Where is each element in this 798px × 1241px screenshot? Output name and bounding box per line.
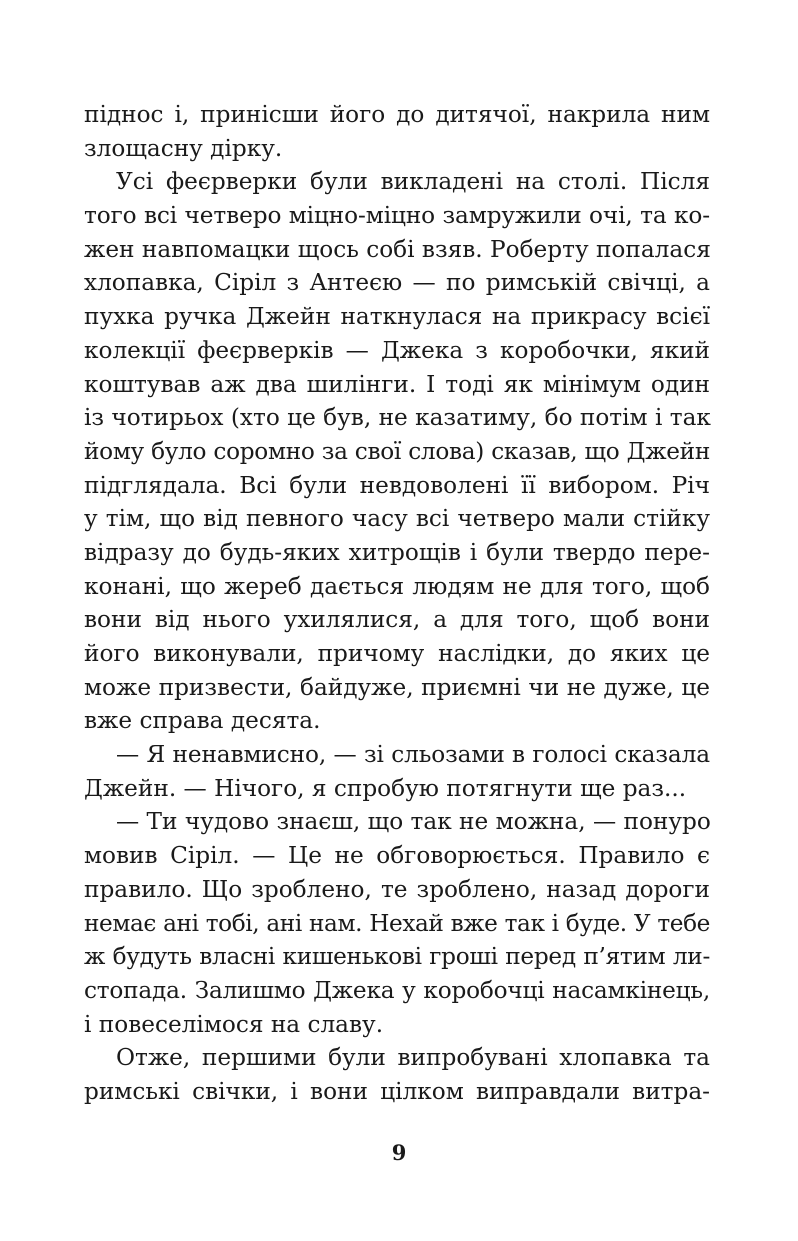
text-line: хлопавка, Сіріл з Антеєю — по римській свічці, а <box>84 269 710 297</box>
text-line: ж будуть власні кишенькові гроші перед п’ятим ли- <box>84 943 710 971</box>
text-line: правило. Що зроблено, те зроблено, назад дороги <box>84 875 710 903</box>
text-line: — Я ненавмисно, — зі сльозами в голосі сказала <box>116 741 710 769</box>
text-line: римські свічки, і вони цілком виправдали витра- <box>84 1077 710 1105</box>
text-line: і повеселімося на славу. <box>84 1010 384 1038</box>
text-line: Усі феєрверки були викладені на столі. Після <box>116 168 710 196</box>
text-line: мовив Сіріл. — Це не обговорюється. Правило є <box>84 842 710 870</box>
text-line: вже справа десята. <box>84 707 321 735</box>
paragraph-5 <box>84 1041 710 1108</box>
paragraph-3 <box>84 738 710 805</box>
text-line: того всі четверо міцно-міцно замружили очі, та ко- <box>84 202 710 230</box>
text-line: вони від нього ухилялися, а для того, щоб вони <box>84 606 710 634</box>
text-line: стопада. Залишмо Джека у коробочці насамкінець, <box>84 976 710 1004</box>
text-line: із чотирьох (хто це був, не казатиму, бо потім і так <box>84 404 711 432</box>
text-line: Джейн. — Нічого, я спробую потягнути ще раз... <box>84 774 687 802</box>
text-line: відразу до будь-яких хитрощів і були твердо пере- <box>84 538 710 566</box>
text-line: може призвести, байдуже, приємні чи не дуже, це <box>84 673 710 701</box>
text-line: Отже, першими були випробувані хлопавка та <box>116 1044 710 1072</box>
text-line: його виконували, причому наслідки, до яких це <box>84 640 710 667</box>
text-line: коштував аж два шилінги. І тоді як мінімум один <box>84 370 710 398</box>
paragraph-1 <box>84 98 710 165</box>
text-line: пухка ручка Джейн наткнулася на прикрасу всієї <box>84 303 710 331</box>
text-line: конані, що жереб дається людям не для того, щоб <box>84 572 710 600</box>
text-line: жен навпомацки щось собі взяв. Роберту попалася <box>84 235 711 263</box>
paragraph-4 <box>84 805 710 1041</box>
paragraph-2 <box>84 165 710 738</box>
text-line: йому було соромно за свої слова) сказав, що Джейн <box>84 437 710 465</box>
text-line: злощасну дірку. <box>84 134 283 162</box>
text-line: у тім, що від певного часу всі четверо мали стійку <box>84 505 710 533</box>
body-text <box>84 98 710 1109</box>
text-line: — Ти чудово знаєш, що так не можна, — понуро <box>116 808 711 836</box>
text-line: підглядала. Всі були невдоволені її вибором. Річ <box>84 471 710 499</box>
page-number: 9 <box>391 1140 407 1165</box>
text-line: колекції феєрверків — Джека з коробочки, який <box>84 336 710 364</box>
text-line: немає ані тобі, ані нам. Нехай вже так і буде. У тебе <box>84 909 710 937</box>
text-line: піднос і, принісши його до дитячої, накрила ним <box>84 101 710 128</box>
